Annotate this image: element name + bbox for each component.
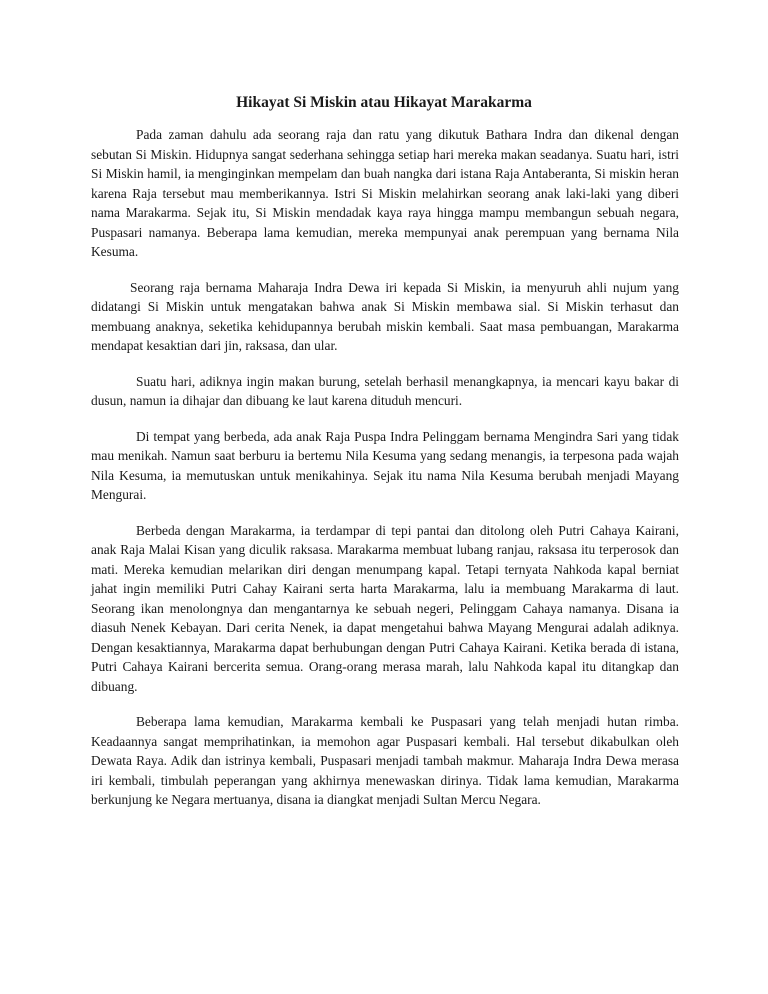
paragraph-1: Pada zaman dahulu ada seorang raja dan ratu yang dikutuk Bathara Indra dan dikenal dengan sebutan Si Miskin. Hidupnya sangat sederhana sehingga setiap hari mereka makan seadanya. Suatu hari, istri Si Miskin hamil, ia menginginkan mempelam dan buah nangka dari istana Raja Antaberanta, Si miskin heran karena Raja tersebut mau memberikannya. Istri Si Miskin melahirkan seorang anak laki-laki yang diberi nama Marakarma. Sejak itu, Si Miskin mendadak kaya raya hingga mampu membangun sebuah negara, Puspasari namanya. Beberapa lama kemudian, mereka mempunyai anak perempuan yang bernama Nila Kesuma.: [91, 127, 679, 259]
document-title: Hikayat Si Miskin atau Hikayat Marakarma: [236, 94, 532, 111]
paragraph-4: Di tempat yang berbeda, ada anak Raja Puspa Indra Pelinggam bernama Mengindra Sari yang tidak mau menikah. Namun saat berburu ia bertemu Nila Kesuma yang sedang menangis, ia terpesona pada wajah Nila Kesuma, ia memutuskan untuk menikahinya. Sejak itu nama Nila Kesuma berubah menjadi Mayang Mengurai.: [91, 428, 679, 502]
paragraph-6: Beberapa lama kemudian, Marakarma kembali ke Puspasari yang telah menjadi hutan rimba. Keadaannya sangat memprihatinkan, ia memohon agar Puspasari kembali. Hal tersebut dikabulkan oleh Dewata Raya. Adik dan istrinya kembali, Puspasari menjadi tambah makmur. Maharaja Indra Dewa merasa iri kembali, timbulah peperangan yang akhirnya menewaskan dirinya. Tidak lama kemudian, Marakarma berkunjung ke Negara mertuanya, disana ia diangkat menjadi Sultan Mercu Negara.: [91, 714, 679, 807]
paragraph-2: Seorang raja bernama Maharaja Indra Dewa iri kepada Si Miskin, ia menyuruh ahli nujum yang didatangi Si Miskin untuk mengatakan bahwa anak Si Miskin membawa sial. Si Miskin terhasut dan membuang anaknya, seketika kehidupannya berubah miskin kembali. Saat masa pembuangan, Marakarma mendapat kesaktian dari jin, raksasa, dan ular.: [91, 279, 679, 353]
document-body: [91, 125, 679, 826]
paragraph-5: Berbeda dengan Marakarma, ia terdampar di tepi pantai dan ditolong oleh Putri Cahaya Kairani, anak Raja Malai Kisan yang diculik raksasa. Marakarma membuat lubang ranjau, raksasa itu terperosok dan mati. Mereka kemudian melarikan diri dengan menumpang kapal. Tetapi ternyata Nahkoda kapal berniat jahat ingin memiliki Putri Cahay Kairani serta harta Marakarma, lalu ia membuang Marakarma di laut. Seorang ikan menolongnya dan mengantarnya ke sebuah negeri, Pelinggam Cahaya namanya. Disana ia diasuh Nenek Kebayan. Dari cerita Nenek, ia dapat mengetahui bahwa Mayang Mengurai adalah adiknya. Dengan kesaktiannya, Marakarma dapat berhubungan dengan Putri Cahaya Kairani. Ketika berada di istana, Putri Cahaya Kairani bercerita semua. Orang-orang merasa marah, lalu Nahkoda kapal itu ditangkap dan dibuang.: [91, 522, 679, 694]
paragraph-3: Suatu hari, adiknya ingin makan burung, setelah berhasil menangkapnya, ia mencari kayu bakar di dusun, namun ia dihajar dan dibuang ke laut karena dituduh mencuri.: [91, 373, 679, 408]
